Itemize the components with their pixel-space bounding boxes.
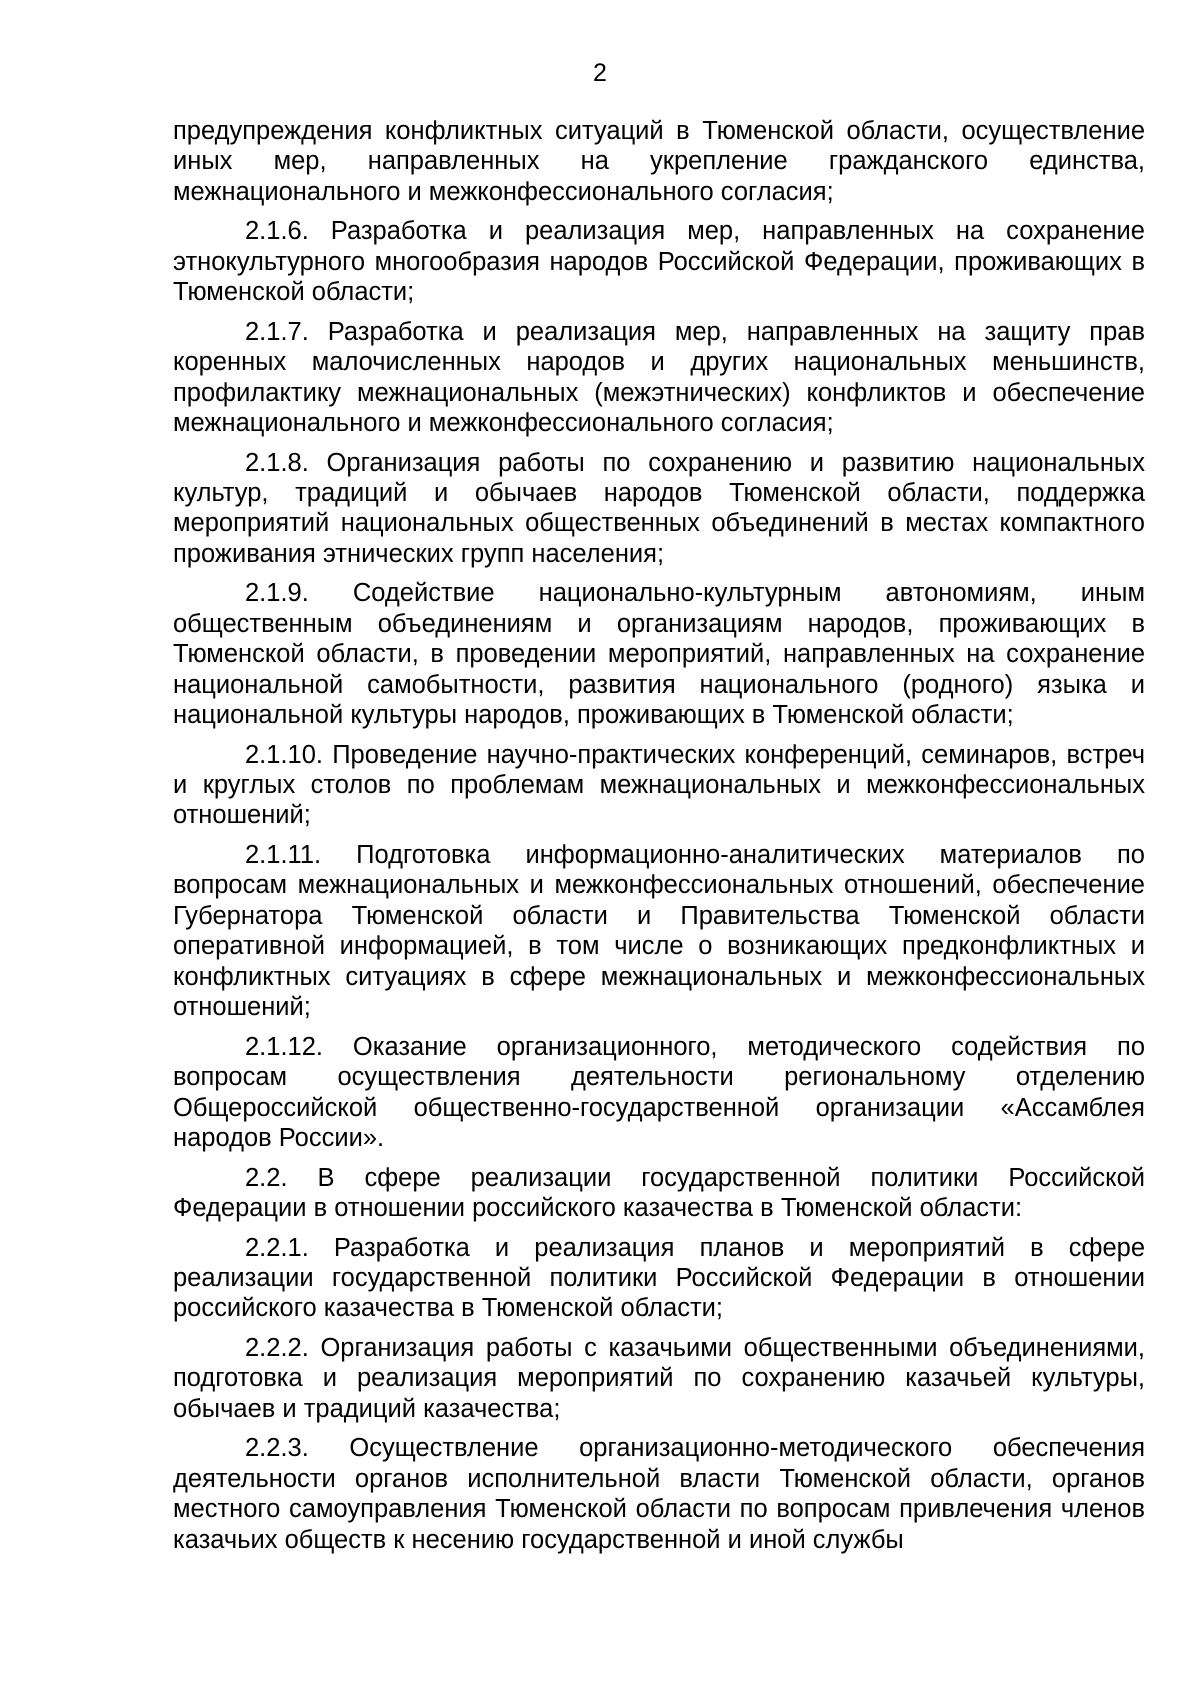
paragraph-2-1-9: 2.1.9. Содействие национально-культурным автономиям, иным общественным объединениям и организациям народов, проживающих в Тюменской области, в проведении мероприятий, направленных на сохранение национальной самобытности, развития национального (родного) языка и национальной культуры народов, проживающих в Тюменской области;: [173, 579, 1145, 730]
paragraph-2-2: 2.2. В сфере реализации государственной политики Российской Федерации в отношении российского казачества в Тюменской области:: [173, 1163, 1145, 1222]
paragraph-2-1-6: 2.1.6. Разработка и реализация мер, направленных на сохранение этнокультурного многообразия народов Российской Федерации, проживающих в Тюменской области;: [173, 217, 1145, 307]
paragraph-2-1-11: 2.1.11. Подготовка информационно-аналитических материалов по вопросам межнациональных и межконфессиональных отношений, обеспечение Губернатора Тюменской области и Правительства Тюменской области оперативной информацией, в том числе о возникающих предконфликтных и конфликтных ситуациях в сфере межнациональных и межконфессиональных отношений;: [173, 841, 1145, 1022]
document-body: [173, 116, 1145, 1564]
paragraph-continuation: предупреждения конфликтных ситуаций в Тюменской области, осуществление иных мер, направленных на укрепление гражданского единства, межнационального и межконфессионального согласия;: [173, 117, 1145, 206]
paragraph-2-2-3: 2.2.3. Осуществление организационно-методического обеспечения деятельности органов исполнительной власти Тюменской области, органов местного самоуправления Тюменской области по вопросам привлечения членов казачьих обществ к несению государственной и иной службы: [173, 1434, 1145, 1554]
paragraph-2-1-10: 2.1.10. Проведение научно-практических конференций, семинаров, встреч и круглых столов по проблемам межнациональных и межконфессиональных отношений;: [173, 740, 1145, 830]
paragraph-2-1-7: 2.1.7. Разработка и реализация мер, направленных на защиту прав коренных малочисленных народов и других национальных меньшинств, профилактику межнациональных (межэтнических) конфликтов и обеспечение межнационального и межконфессионального согласия;: [173, 317, 1145, 438]
paragraph-2-1-12: 2.1.12. Оказание организационного, методического содействия по вопросам осуществления деятельности региональному отделению Общероссийской общественно-государственной организации «Ассамблея народов России».: [173, 1032, 1145, 1152]
paragraph-2-2-1: 2.2.1. Разработка и реализация планов и мероприятий в сфере реализации государственной политики Российской Федерации в отношении российского казачества в Тюменской области;: [173, 1233, 1145, 1323]
paragraph-2-2-2: 2.2.2. Организация работы с казачьими общественными объединениями, подготовка и реализация мероприятий по сохранению казачьей культуры, обычаев и традиций казачества;: [173, 1333, 1145, 1423]
paragraph-2-1-8: 2.1.8. Организация работы по сохранению и развитию национальных культур, традиций и обычаев народов Тюменской области, поддержка мероприятий национальных общественных объединений в местах компактного проживания этнических групп населения;: [173, 448, 1145, 568]
page-number: 2: [593, 59, 607, 87]
